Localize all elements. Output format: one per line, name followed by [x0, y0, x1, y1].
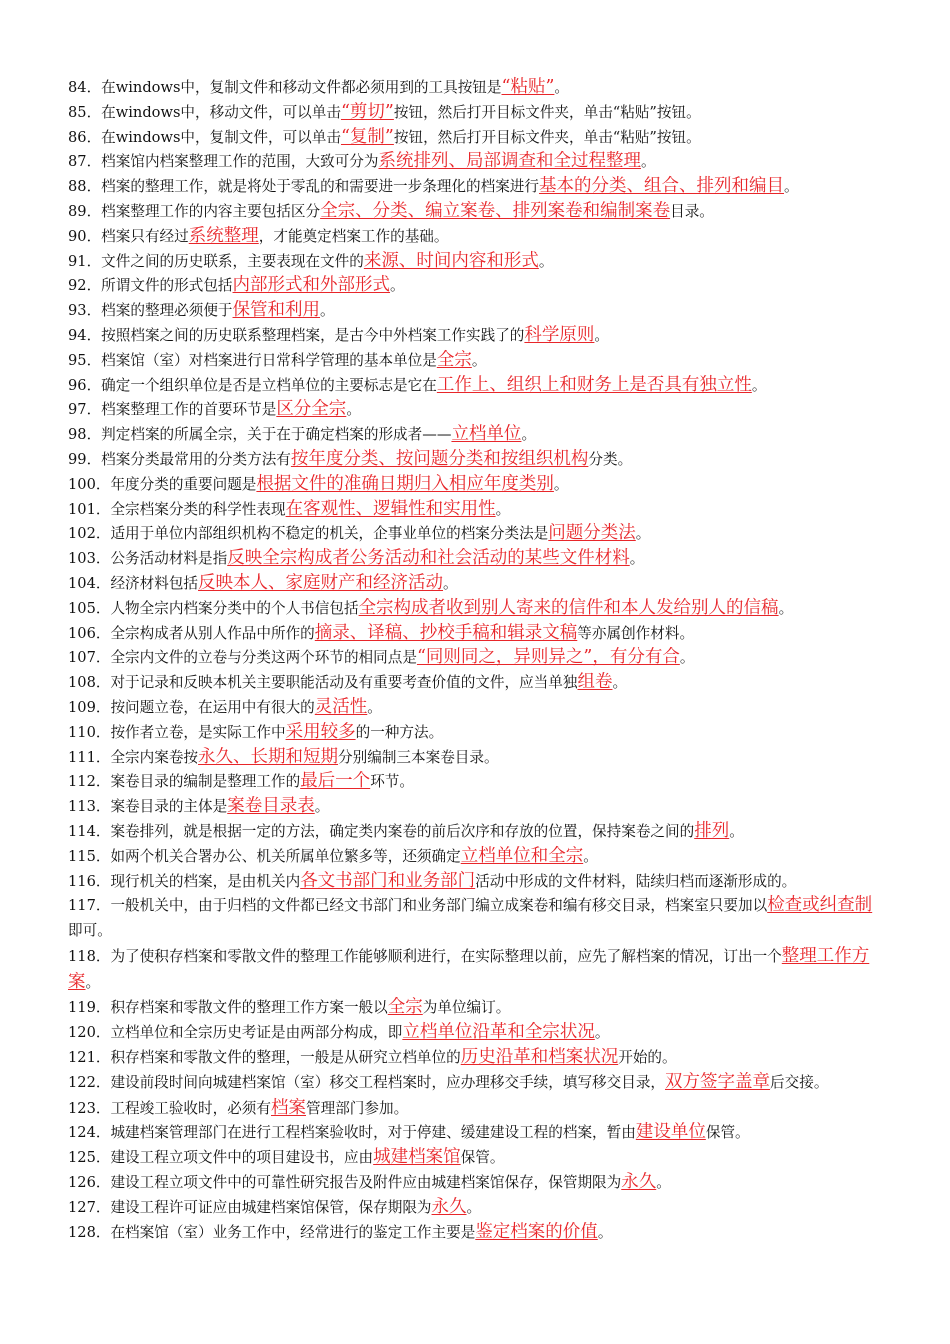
question-line	[68, 249, 884, 274]
question-number: 93．	[68, 302, 102, 320]
question-text: 为单位编订。	[422, 999, 511, 1017]
answer-text: 整理工作方案	[68, 945, 870, 992]
question-text: 。	[495, 500, 511, 518]
question-text: 。	[778, 599, 794, 617]
question-text: 。	[640, 153, 656, 171]
answer-text: 组卷	[577, 672, 613, 693]
question-text: 经济材料包括	[110, 574, 199, 592]
question-number: 122．	[68, 1073, 111, 1091]
question-text: 。	[784, 178, 799, 196]
question-text: 为了使积存档案和零散文件的整理工作能够顺利进行，在实际整理以前，应先了解档案的情况，订出一个	[110, 947, 782, 965]
question-text: 。	[367, 698, 382, 716]
question-number: 126．	[68, 1174, 111, 1192]
question-text: 案卷排列，就是根据一定的方法，确定类内案卷的前后次序和存放的位置，保持案卷之间的	[110, 822, 695, 840]
question-text: 后交接。	[770, 1073, 829, 1091]
question-number: 99．	[68, 450, 102, 468]
question-line	[68, 695, 884, 720]
question-number: 124．	[68, 1124, 111, 1142]
question-text: 一般机关中，由于归档的文件都已经文书部门和业务部门编立成案卷和编有移交目录，档案室只要加以	[110, 897, 768, 915]
question-text: 按钮，然后打开目标文件夹，单击“粘贴”按钮。	[393, 128, 701, 146]
answer-text: 反映本人、家庭财产和经济活动	[198, 572, 444, 593]
question-text: 。	[594, 326, 610, 344]
question-line	[68, 571, 884, 596]
question-line	[68, 125, 884, 150]
question-text: 保管。	[460, 1149, 505, 1167]
question-text: 。	[314, 798, 330, 816]
question-text: 。	[656, 1174, 671, 1192]
question-text: 在windows中，移动文件，可以单击	[101, 103, 341, 121]
question-text: 公务活动材料是指	[110, 550, 228, 568]
answer-text: 检查或纠查制	[767, 895, 873, 916]
answer-text: 排列	[694, 820, 730, 841]
question-text: 管理部门参加。	[306, 1099, 409, 1117]
question-line	[68, 995, 884, 1020]
question-text: 。	[320, 302, 335, 320]
question-text: 开始的。	[618, 1049, 677, 1067]
answer-text: 基本的分类、组合、排列和编目	[539, 176, 784, 197]
answer-text: 永久、长期和短期	[198, 746, 339, 767]
question-number: 116．	[68, 872, 111, 890]
question-number: 113．	[68, 798, 111, 816]
question-line	[68, 670, 884, 695]
question-line	[68, 199, 884, 224]
answer-text: 反映全宗构成者公务活动和社会活动的某些文件材料	[227, 548, 630, 569]
question-text: 立档单位和全宗历史考证是由两部分构成，即	[110, 1024, 403, 1042]
question-text: 分别编制三本案卷目录。	[338, 748, 499, 766]
question-number: 109．	[68, 698, 111, 716]
question-text: 。	[538, 252, 554, 270]
question-number: 97．	[68, 401, 102, 419]
question-number: 87．	[68, 153, 102, 171]
question-text: 按照档案之间的历史联系整理档案，是古今中外档案工作实践了的	[101, 326, 525, 344]
question-text: 档案馆（室）对档案进行日常科学管理的基本单位是	[101, 351, 437, 369]
question-number: 111．	[68, 748, 111, 766]
question-line	[68, 273, 884, 298]
question-text: 。	[594, 1024, 610, 1042]
question-text: 全宗内文件的立卷与分类这两个环节的相同点是	[110, 649, 417, 667]
question-text: 如两个机关合署办公、机关所属单位繁多等，还须确定	[110, 847, 461, 865]
answer-text: 工作上、组织上和财务上是否具有独立性	[436, 374, 752, 395]
answer-text: 摘录、译稿、抄校手稿和辑录文稿	[314, 622, 578, 643]
answer-text: 保管和利用	[232, 300, 321, 321]
question-number: 123．	[68, 1099, 111, 1117]
question-text: 档案的整理工作，就是将处于零乱的和需要进一步条理化的档案进行	[101, 178, 539, 196]
answer-text: “粘贴”	[501, 77, 555, 97]
question-line	[68, 819, 884, 844]
question-number: 89．	[68, 202, 102, 220]
answer-text: 立档单位和全宗	[460, 845, 584, 866]
answer-text: “复制”	[340, 126, 394, 147]
question-line	[68, 1096, 884, 1121]
question-number: 101．	[68, 500, 111, 518]
question-text: 年度分类的重要问题是	[110, 475, 257, 493]
answer-text: 全宗构成者收到别人寄来的信件和本人发给别人的信稿	[358, 597, 779, 618]
question-number: 98．	[68, 426, 102, 444]
question-number: 100．	[68, 475, 111, 493]
question-text: 档案分类最常用的分类方法有	[101, 450, 291, 468]
answer-text: 立档单位	[451, 424, 522, 445]
question-number: 106．	[68, 624, 111, 642]
question-line	[68, 944, 884, 996]
answer-text: 双方签字盖章	[665, 1071, 771, 1092]
question-number: 117．	[68, 897, 111, 915]
question-line	[68, 149, 884, 174]
question-text: 分类。	[588, 450, 633, 468]
question-text: 判定档案的所属全宗，关于在于确定档案的形成者——	[101, 426, 452, 444]
question-text: 积存档案和零散文件的整理，一般是从研究立档单位的	[110, 1049, 461, 1067]
question-number: 118．	[68, 947, 111, 965]
question-text: 在windows中，复制文件，可以单击	[101, 128, 341, 146]
question-text: 。	[729, 822, 744, 840]
question-number: 102．	[68, 525, 111, 543]
question-number: 108．	[68, 674, 111, 692]
answer-text: 灵活性	[314, 696, 368, 717]
question-text: 全宗内案卷按	[110, 748, 199, 766]
answer-text: 档案	[271, 1097, 306, 1118]
answer-text: 历史沿革和档案状况	[460, 1047, 619, 1068]
question-number: 90．	[68, 227, 102, 245]
question-text: 全宗构成者从别人作品中所作的	[110, 624, 315, 642]
question-text: 保管。	[705, 1124, 750, 1142]
question-number: 115．	[68, 847, 111, 865]
question-text: 档案馆内档案整理工作的范围，大致可分为	[101, 153, 379, 171]
question-text: 。	[85, 973, 101, 991]
question-line	[68, 497, 884, 522]
question-text: 文件之间的历史联系，主要表现在文件的	[101, 252, 364, 270]
answer-text: 最后一个	[300, 771, 371, 792]
question-line	[68, 472, 884, 497]
question-line	[68, 844, 884, 869]
question-number: 107．	[68, 649, 111, 667]
answer-text: 科学原则	[524, 324, 595, 345]
question-text: 即可。	[68, 922, 112, 940]
question-text: 。	[466, 1198, 482, 1216]
question-text: 档案整理工作的首要环节是	[101, 401, 277, 419]
question-line	[68, 174, 884, 199]
question-text: 。	[635, 525, 651, 543]
question-line	[68, 720, 884, 745]
question-text: 现行机关的档案，是由机关内	[110, 872, 301, 890]
question-number: 96．	[68, 376, 102, 394]
question-line	[68, 869, 884, 894]
question-text: 建设工程立项文件中的可靠性研究报告及附件应由城建档案馆保存，保管期限为	[110, 1174, 622, 1192]
answer-text: 系统排列、局部调查和全过程整理	[378, 151, 641, 172]
question-number: 85．	[68, 103, 102, 121]
answer-text: 区分全宗	[276, 399, 347, 420]
question-text: 的一种方法。	[355, 723, 444, 741]
question-line	[68, 422, 884, 447]
question-line	[68, 75, 884, 100]
question-text: 档案只有经过	[101, 227, 189, 245]
answer-text: 全宗、分类、编立案卷、排列案卷和编制案卷	[320, 200, 671, 221]
question-number: 92．	[68, 277, 102, 295]
answer-text: 永久	[621, 1172, 657, 1193]
question-text: 。	[751, 376, 767, 394]
question-line	[68, 373, 884, 398]
question-text: 按问题立卷，在运用中有很大的	[110, 698, 315, 716]
question-number: 114．	[68, 822, 111, 840]
question-text: 。	[390, 277, 405, 295]
answer-text: 问题分类法	[548, 523, 636, 544]
question-number: 119．	[68, 999, 111, 1017]
question-number: 91．	[68, 252, 102, 270]
question-line	[68, 596, 884, 621]
answer-text: 根据文件的准确日期归入相应年度类别	[256, 473, 554, 494]
question-text: 全宗档案分类的科学性表现	[110, 500, 286, 518]
question-number: 84．	[68, 79, 102, 96]
question-line	[68, 1145, 884, 1170]
answer-text: 采用较多	[285, 721, 356, 742]
question-line	[68, 1195, 884, 1220]
question-line	[68, 323, 884, 348]
question-text: 积存档案和零散文件的整理工作方案一般以	[110, 999, 388, 1017]
question-text: 。	[471, 351, 487, 369]
question-text: 。	[443, 574, 458, 592]
answer-text: 各文书部门和业务部门	[300, 870, 476, 891]
question-text: 适用于单位内部组织机构不稳定的机关，企事业单位的档案分类法是	[110, 525, 549, 543]
question-line	[68, 1120, 884, 1145]
question-text: 对于记录和反映本机关主要职能活动及有重要考查价值的文件，应当单独	[110, 674, 578, 692]
question-text: 确定一个组织单位是否是立档单位的主要标志是它在	[101, 376, 437, 394]
question-text: 在档案馆（室）业务工作中，经常进行的鉴定工作主要是	[110, 1223, 476, 1241]
question-line	[68, 224, 884, 249]
question-number: 105．	[68, 599, 111, 617]
question-line	[68, 1220, 884, 1245]
answer-text: 全宗	[387, 997, 423, 1018]
question-text: 建设工程立项文件中的项目建设书，应由	[110, 1149, 374, 1167]
question-text: 。	[629, 550, 645, 568]
question-text: 。	[521, 426, 537, 444]
question-text: 。	[612, 674, 628, 692]
question-text: 目录。	[670, 202, 714, 220]
question-text: 所谓文件的形式包括	[101, 277, 233, 295]
question-number: 110．	[68, 723, 111, 741]
question-line	[68, 521, 884, 546]
question-line	[68, 1045, 884, 1070]
answer-text: 城建档案馆	[373, 1147, 461, 1168]
question-number: 120．	[68, 1024, 111, 1042]
question-text: 活动中形成的文件材料，陆续归档而逐渐形成的。	[475, 872, 797, 890]
question-text: 等亦属创作材料。	[577, 624, 695, 642]
answer-text: 内部形式和外部形式	[232, 275, 391, 296]
question-line	[68, 447, 884, 472]
question-text: 工程竣工验收时，必须有	[110, 1099, 271, 1117]
question-number: 121．	[68, 1049, 111, 1067]
question-text: 建设工程许可证应由城建档案馆保管，保存期限为	[110, 1198, 432, 1216]
answer-text: 在客观性、逻辑性和实用性	[285, 498, 496, 519]
question-line	[68, 645, 884, 670]
question-number: 127．	[68, 1198, 111, 1216]
answer-text: 永久	[431, 1196, 467, 1217]
question-text: ，才能奠定档案工作的基础。	[258, 227, 449, 245]
question-text: 。	[346, 401, 361, 419]
question-number: 94．	[68, 326, 102, 344]
question-text: 城建档案管理部门在进行工程档案验收时，对于停建、缓建建设工程的档案，暂由	[110, 1124, 636, 1142]
answer-text: 鉴定档案的价值	[475, 1221, 598, 1242]
answer-text: 按年度分类、按问题分类和按组织机构	[290, 448, 589, 469]
question-text: 。	[554, 79, 570, 96]
question-text: 档案整理工作的内容主要包括区分	[101, 202, 321, 220]
answer-text: 建设单位	[635, 1122, 706, 1143]
question-number: 104．	[68, 574, 111, 592]
question-line	[68, 794, 884, 819]
question-line	[68, 621, 884, 646]
question-number: 125．	[68, 1149, 111, 1167]
answer-text: 立档单位沿革和全宗状况	[402, 1022, 595, 1043]
question-text: 。	[553, 475, 569, 493]
question-text: 建设前段时间向城建档案馆（室）移交工程档案时，应办理移交手续，填写移交目录，	[110, 1073, 666, 1091]
question-line	[68, 769, 884, 794]
question-line	[68, 1020, 884, 1045]
question-line	[68, 298, 884, 323]
question-text: 在windows中，复制文件和移动文件都必须用到的工具按钮是	[101, 79, 502, 96]
question-text: 案卷目录的编制是整理工作的	[110, 773, 301, 791]
answer-text: “同则同之，异则异之”，有分有合	[416, 647, 680, 668]
question-line	[68, 546, 884, 571]
question-number: 112．	[68, 773, 111, 791]
question-line	[68, 397, 884, 422]
answer-text: 全宗	[436, 349, 472, 370]
question-number: 95．	[68, 351, 102, 369]
question-line	[68, 893, 884, 944]
question-text: 按钮，然后打开目标文件夹，单击“粘贴”按钮。	[393, 103, 701, 121]
question-number: 86．	[68, 128, 102, 146]
question-text: 环节。	[370, 773, 414, 791]
question-text: 案卷目录的主体是	[110, 798, 228, 816]
question-line	[68, 1170, 884, 1195]
question-list	[68, 75, 884, 1244]
answer-text: 来源、时间内容和形式	[363, 250, 539, 271]
question-number: 128．	[68, 1223, 111, 1241]
question-number: 103．	[68, 550, 111, 568]
question-text: 。	[597, 1223, 613, 1241]
question-text: 。	[583, 847, 598, 865]
answer-text: “剪切”	[340, 101, 394, 122]
question-line	[68, 1070, 884, 1096]
question-text: 按作者立卷，是实际工作中	[110, 723, 286, 741]
question-line	[68, 348, 884, 373]
question-line	[68, 745, 884, 770]
answer-text: 案卷目录表	[227, 796, 315, 817]
question-number: 88．	[68, 178, 102, 196]
question-line	[68, 100, 884, 125]
answer-text: 系统整理	[188, 225, 259, 246]
question-text: 人物全宗内档案分类中的个人书信包括	[110, 599, 359, 617]
question-text: 。	[679, 649, 695, 667]
question-text: 档案的整理必须便于	[101, 302, 233, 320]
